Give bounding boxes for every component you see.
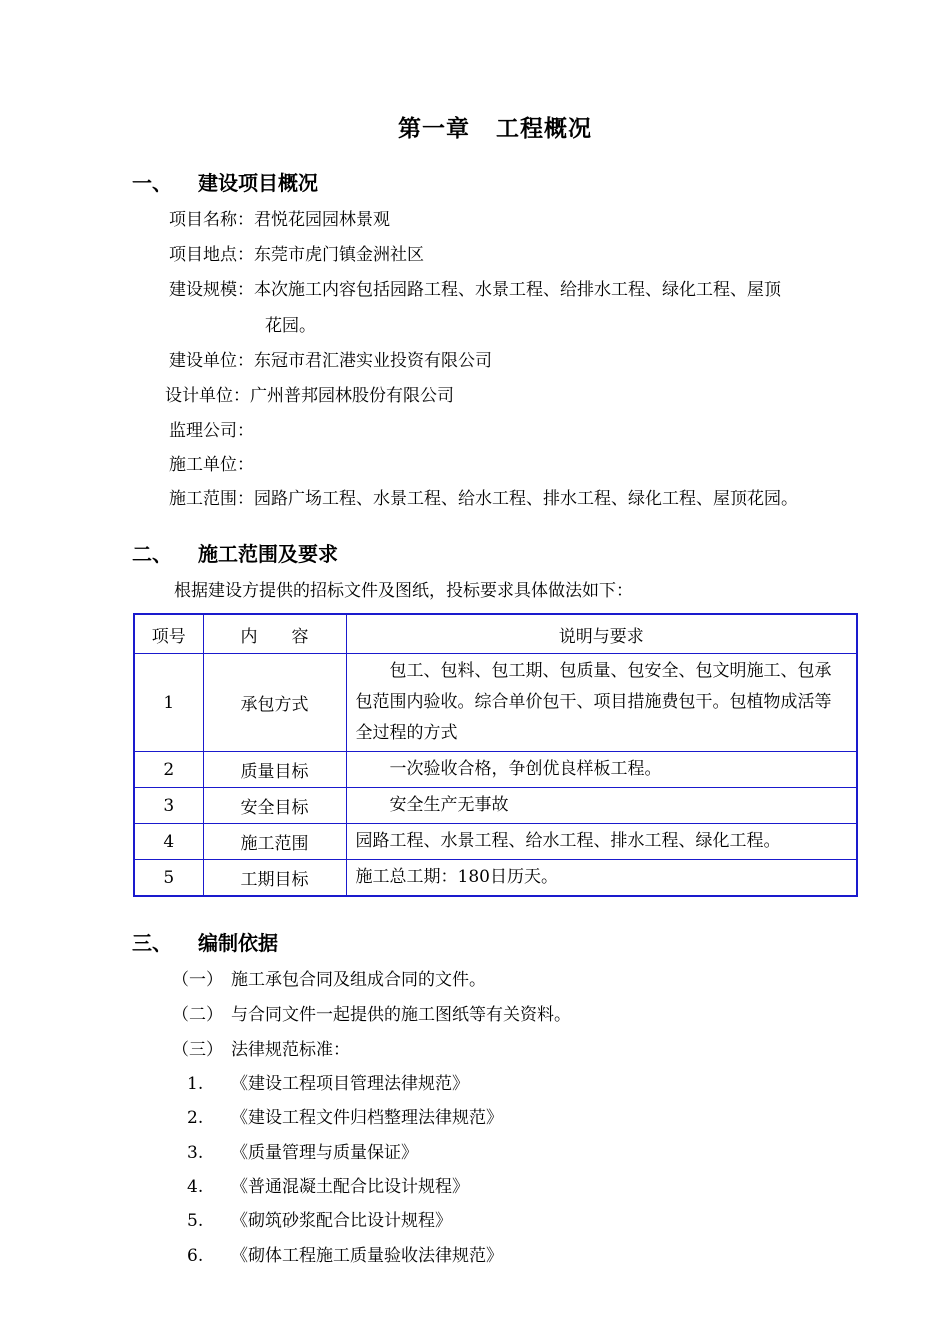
header-item-no: 项号 xyxy=(134,614,203,654)
construction-scope-line xyxy=(169,488,798,510)
basis-mark: （三） xyxy=(172,1040,223,1060)
standard-mark: 1. xyxy=(187,1074,204,1094)
table-row xyxy=(134,824,857,860)
basis-mark: （一） xyxy=(172,970,223,990)
field-label: 项目名称： xyxy=(169,210,254,230)
table-row xyxy=(134,860,857,897)
field-label: 建设规模： xyxy=(169,280,254,300)
basis-text: 法律规范标准： xyxy=(231,1040,350,1060)
table-row xyxy=(134,788,857,824)
standard-mark: 3. xyxy=(187,1143,204,1163)
standard-text: 《质量管理与质量保证》 xyxy=(231,1143,418,1163)
field-value: 君悦花园园林景观 xyxy=(254,210,390,230)
cell-item: 施工范围 xyxy=(203,824,346,860)
cell-item: 质量目标 xyxy=(203,752,346,788)
cell-no: 2 xyxy=(134,752,203,788)
table-header-row xyxy=(134,614,857,654)
field-label: 施工范围： xyxy=(169,489,254,509)
chapter-title xyxy=(0,110,950,143)
table-row xyxy=(134,752,857,788)
requirements-table xyxy=(133,613,858,897)
table-row xyxy=(134,654,857,752)
field-label: 施工单位： xyxy=(169,455,254,475)
cell-description: 包工、包料、包工期、包质量、包安全、包文明施工、包承包范围内验收。综合单价包干、项目措施费包干。包植物成活等全过程的方式 xyxy=(346,654,857,752)
standard-text: 《砌体工程施工质量验收法律规范》 xyxy=(231,1246,503,1266)
basis-text: 与合同文件一起提供的施工图纸等有关资料。 xyxy=(231,1005,571,1025)
section-title: 建设项目概况 xyxy=(198,171,318,195)
standard-mark: 4. xyxy=(187,1177,204,1197)
header-description: 说明与要求 xyxy=(346,614,857,654)
field-label: 建设单位： xyxy=(169,351,254,371)
cell-no: 4 xyxy=(134,824,203,860)
field-value: 东莞市虎门镇金洲社区 xyxy=(254,245,424,265)
field-value: 园路广场工程、水景工程、给水工程、排水工程、绿化工程、屋顶花园。 xyxy=(254,489,798,509)
section-number: 一、 xyxy=(132,171,172,195)
field-label: 项目地点： xyxy=(169,245,254,265)
section-number: 三、 xyxy=(132,931,172,955)
chapter-name: 工程概况 xyxy=(496,116,592,142)
field-label: 设计单位： xyxy=(165,386,250,406)
section-2-intro: 根据建设方提供的招标文件及图纸，投标要求具体做法如下： xyxy=(174,581,633,601)
section-number: 二、 xyxy=(132,542,172,566)
cell-no: 5 xyxy=(134,860,203,897)
cell-no: 1 xyxy=(134,654,203,752)
cell-description: 一次验收合格，争创优良样板工程。 xyxy=(346,752,857,788)
standard-text: 《砌筑砂浆配合比设计规程》 xyxy=(231,1211,452,1231)
design-unit-line xyxy=(165,385,454,407)
cell-item: 安全目标 xyxy=(203,788,346,824)
section-title: 施工范围及要求 xyxy=(198,542,338,566)
owner-unit-line xyxy=(169,350,492,372)
standard-text: 《建设工程文件归档整理法律规范》 xyxy=(231,1108,503,1128)
standard-mark: 6. xyxy=(187,1246,204,1266)
standard-mark: 5. xyxy=(187,1211,204,1231)
field-label: 监理公司： xyxy=(169,421,254,441)
cell-item: 承包方式 xyxy=(203,654,346,752)
standard-mark: 2. xyxy=(187,1108,204,1128)
field-value: 东冠市君汇港实业投资有限公司 xyxy=(254,351,492,371)
basis-text: 施工承包合同及组成合同的文件。 xyxy=(231,970,486,990)
contractor-line xyxy=(169,454,254,476)
cell-no: 3 xyxy=(134,788,203,824)
standard-text: 《普通混凝土配合比设计规程》 xyxy=(231,1177,469,1197)
section-title: 编制依据 xyxy=(198,931,278,955)
field-value: 广州普邦园林股份有限公司 xyxy=(250,386,454,406)
standard-text: 《建设工程项目管理法律规范》 xyxy=(231,1074,469,1094)
field-value: 本次施工内容包括园路工程、水景工程、给排水工程、绿化工程、屋顶 xyxy=(254,280,781,300)
cell-item: 工期目标 xyxy=(203,860,346,897)
header-content: 内 容 xyxy=(203,614,346,654)
project-location-line xyxy=(169,244,424,266)
project-name-line xyxy=(169,209,390,231)
construction-scale-line xyxy=(169,279,781,301)
basis-mark: （二） xyxy=(172,1005,223,1025)
chapter-number: 第一章 xyxy=(398,116,470,142)
cell-description: 安全生产无事故 xyxy=(346,788,857,824)
supervisor-line xyxy=(169,420,254,442)
cell-description: 施工总工期：180日历天。 xyxy=(346,860,857,897)
construction-scale-cont: 花园。 xyxy=(265,316,316,336)
cell-description: 园路工程、水景工程、给水工程、排水工程、绿化工程。 xyxy=(346,824,857,860)
